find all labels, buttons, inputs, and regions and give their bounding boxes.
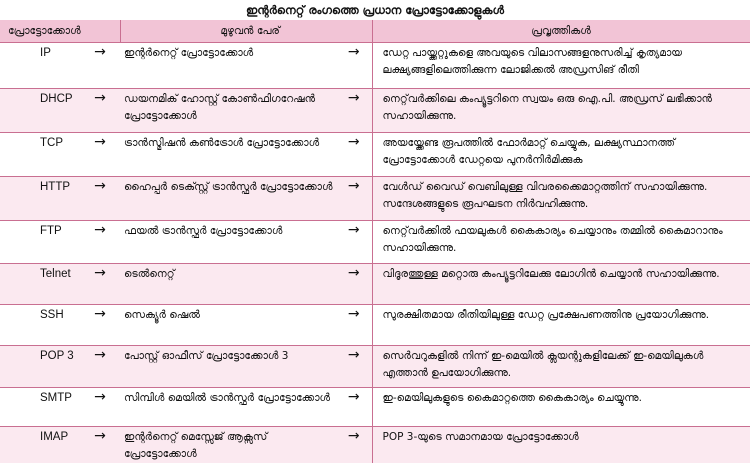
table-row <box>0 427 750 464</box>
arrow-icon: → <box>80 177 120 221</box>
arrow-icon: → <box>336 346 372 388</box>
table-row <box>0 264 750 305</box>
protocol-description: വിദൂരത്തുള്ള മറ്റൊരു കംപ്യൂട്ടറിലേക്കു ലോഗിൻ ചെയ്യാൻ സഹായിക്കുന്നു. <box>372 264 750 305</box>
protocol-full-name: ഇന്റർനെറ്റ് മെസ്സേജ് ആക്സസ് പ്രോട്ടോക്കോൾ <box>120 427 336 464</box>
protocol-description: നെറ്റ്‌വർക്കിൽ ഫയലുകൾ കൈകാര്യം ചെയ്യാനും തമ്മിൽ കൈമാറാനും സഹായിക്കുന്നു. <box>372 221 750 264</box>
protocol-abbrev: IP <box>0 43 80 89</box>
header-full-name: മുഴുവൻ പേര് <box>120 20 372 43</box>
table-row <box>0 346 750 388</box>
protocol-table <box>0 20 750 463</box>
protocol-abbrev: POP 3 <box>0 346 80 388</box>
table-row <box>0 388 750 427</box>
protocol-full-name: ഇന്റർനെറ്റ് പ്രോട്ടോക്കോൾ <box>120 43 336 89</box>
protocol-description: സുരക്ഷിതമായ രീതിയിലുള്ള ഡേറ്റ പ്രക്ഷേപണത്തിനു പ്രയോഗിക്കുന്നു. <box>372 305 750 346</box>
arrow-icon: → <box>80 305 120 346</box>
arrow-icon: → <box>336 305 372 346</box>
protocol-full-name: പോസ്റ്റ് ഓഫീസ് പ്രോട്ടോക്കോൾ 3 <box>120 346 336 388</box>
arrow-icon: → <box>336 177 372 221</box>
protocol-description: POP 3-യുടെ സമാനമായ പ്രോട്ടോക്കോൾ <box>372 427 750 464</box>
arrow-icon: → <box>336 43 372 89</box>
arrow-icon: → <box>80 133 120 177</box>
protocol-abbrev: HTTP <box>0 177 80 221</box>
protocol-full-name: ഫയൽ ട്രാൻസ്ഫർ പ്രോട്ടോക്കോൾ <box>120 221 336 264</box>
table-row <box>0 221 750 264</box>
arrow-icon: → <box>336 427 372 464</box>
protocol-abbrev: IMAP <box>0 427 80 464</box>
protocol-description: സെർവറുകളിൽ നിന്ന് ഇ-മെയിൽ ക്ലയന്റുകളിലേക്ക് ഇ-മെയിലുകൾ എത്താൻ ഉപയോഗിക്കുന്നു. <box>372 346 750 388</box>
arrow-icon: → <box>80 346 120 388</box>
protocol-full-name: ഡയനമിക് ഹോസ്റ്റ് കോൺഫിഗറേഷൻ പ്രോട്ടോക്കോൾ <box>120 89 336 133</box>
arrow-icon: → <box>80 388 120 427</box>
arrow-icon: → <box>336 89 372 133</box>
arrow-icon: → <box>336 133 372 177</box>
protocol-abbrev: TCP <box>0 133 80 177</box>
arrow-icon: → <box>80 427 120 464</box>
protocol-description: വേൾഡ് വൈഡ് വെബിലുള്ള വിവരക്കൈമാറ്റത്തിന് സഹായിക്കുന്നു. സന്ദേശങ്ങളുടെ രൂപഘടന നിർവഹിക്കുന്നു. <box>372 177 750 221</box>
table-row <box>0 89 750 133</box>
protocol-full-name: ടെൽനെറ്റ് <box>120 264 336 305</box>
protocol-abbrev: FTP <box>0 221 80 264</box>
table-row <box>0 43 750 89</box>
arrow-icon: → <box>336 221 372 264</box>
table-row <box>0 305 750 346</box>
protocol-abbrev: SMTP <box>0 388 80 427</box>
protocol-abbrev: Telnet <box>0 264 80 305</box>
protocol-full-name: ട്രാൻസ്മിഷൻ കൺട്രോൾ പ്രോട്ടോക്കോൾ <box>120 133 336 177</box>
protocol-description: ഇ-മെയിലുകളുടെ കൈമാറ്റത്തെ കൈകാര്യം ചെയ്യുന്നു. <box>372 388 750 427</box>
table-row <box>0 133 750 177</box>
protocol-description: അയയ്ക്കേണ്ട രൂപത്തിൽ ഫോർമാറ്റ് ചെയ്യുക, ലക്ഷ്യസ്ഥാനത്ത് പ്രോട്ടോക്കോൾ ഡേറ്റയെ പുനർനിർമിക്കുക <box>372 133 750 177</box>
protocol-abbrev: SSH <box>0 305 80 346</box>
protocol-full-name: സിമ്പിൾ മെയിൽ ട്രാൻസ്ഫർ പ്രോട്ടോക്കോൾ <box>120 388 336 427</box>
protocol-full-name: ഹൈപ്പർ ടെക്സ്റ്റ് ട്രാൻസ്ഫർ പ്രോട്ടോക്കോൾ <box>120 177 336 221</box>
page-title: ഇന്റർനെറ്റ് രംഗത്തെ പ്രധാന പ്രോട്ടോക്കോളുകൾ <box>246 3 504 17</box>
table-header-row <box>0 20 750 43</box>
protocol-description: നെറ്റ്‌വർക്കിലെ കംപ്യൂട്ടറിനെ സ്വയം ഒരു ഐ.പി. അഡ്രസ് ലഭിക്കാൻ സഹായിക്കുന്നു. <box>372 89 750 133</box>
table-row <box>0 177 750 221</box>
protocol-full-name: സെക്യൂർ ഷെൽ <box>120 305 336 346</box>
header-protocol: പ്രോട്ടോക്കോൾ <box>0 20 120 43</box>
arrow-icon: → <box>336 388 372 427</box>
arrow-icon: → <box>336 264 372 305</box>
header-functions: പ്രവൃത്തികൾ <box>372 20 750 43</box>
arrow-icon: → <box>80 264 120 305</box>
arrow-icon: → <box>80 43 120 89</box>
protocol-abbrev: DHCP <box>0 89 80 133</box>
arrow-icon: → <box>80 89 120 133</box>
protocol-description: ഡേറ്റ പായ്ക്കറ്റുകളെ അവയുടെ വിലാസങ്ങളനുസരിച്ച് കൃത്യമായ ലക്ഷ്യങ്ങളിലെത്തിക്കുന്ന ലോജിക്കൽ അഡ്രസിങ് രീതി <box>372 43 750 89</box>
arrow-icon: → <box>80 221 120 264</box>
